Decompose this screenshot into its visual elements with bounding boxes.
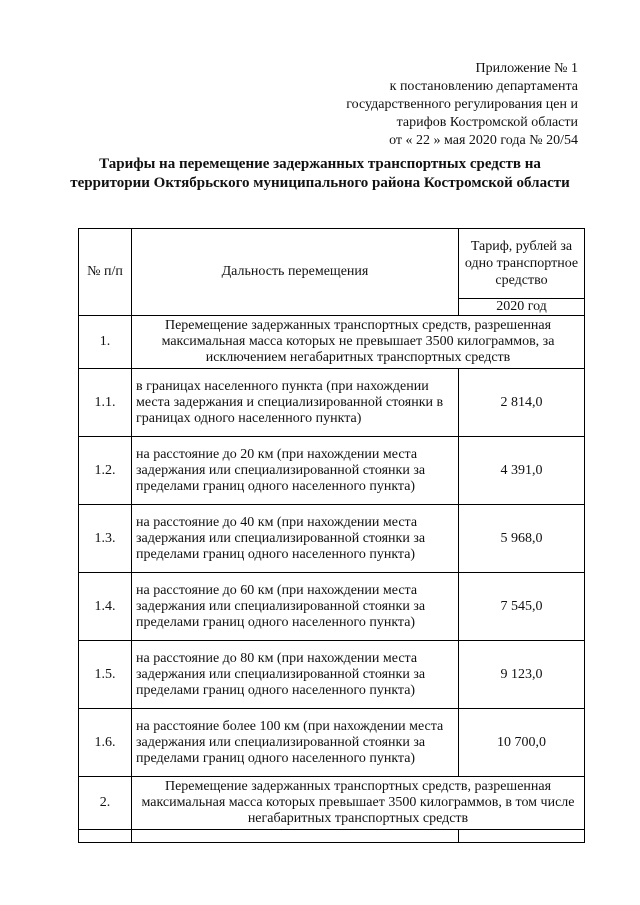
appendix-line-5: от « 22 » мая 2020 года № 20/54: [389, 133, 578, 148]
header-num: № п/п: [79, 229, 132, 316]
header-distance: Дальность перемещения: [132, 229, 459, 316]
table-row: [79, 641, 585, 709]
row-tariff: 4 391,0: [459, 437, 585, 505]
appendix-block: [346, 60, 578, 150]
row-num: 1.5.: [79, 641, 132, 709]
row-distance: в границах населенного пункта (при нахождении места задержания и специализированной стоянки в границах одного населенного пункта): [132, 369, 459, 437]
row-tariff: 9 123,0: [459, 641, 585, 709]
appendix-line-2: к постановлению департамента: [389, 79, 578, 94]
row-distance: на расстояние до 40 км (при нахождении места задержания или специализированной стоянки за пределами границ одного населенного пункта): [132, 505, 459, 573]
header-row: [79, 229, 585, 299]
appendix-line-1: Приложение № 1: [475, 61, 578, 76]
row-num: 1.2.: [79, 437, 132, 505]
table-row: [79, 505, 585, 573]
row-tariff: 5 968,0: [459, 505, 585, 573]
group-row: [79, 316, 585, 369]
row-num: 1.3.: [79, 505, 132, 573]
empty-cell: [459, 830, 585, 843]
table-row-continued: [79, 830, 585, 843]
empty-cell: [79, 830, 132, 843]
group-text: Перемещение задержанных транспортных средств, разрешенная максимальная масса которых превышает 3500 килограммов, в том числе негабаритных транспортных средств: [132, 777, 585, 830]
header-tariff: Тариф, рублей за одно транспортное средство: [459, 229, 585, 299]
row-distance: на расстояние до 20 км (при нахождении места задержания или специализированной стоянки за пределами границ одного населенного пункта): [132, 437, 459, 505]
empty-cell: [132, 830, 459, 843]
tariff-table: [78, 228, 585, 843]
appendix-line-4: тарифов Костромской области: [396, 115, 578, 130]
group-text: Перемещение задержанных транспортных средств, разрешенная максимальная масса которых не превышает 3500 килограммов, за исключением негабаритных транспортных средств: [132, 316, 585, 369]
document-title: Тарифы на перемещение задержанных транспортных средств на территории Октябрьского муниципального района Костромской области: [70, 156, 570, 191]
table-row: [79, 437, 585, 505]
row-distance: на расстояние более 100 км (при нахождении места задержания или специализированной стоянки за пределами границ одного населенного пункта): [132, 709, 459, 777]
row-num: 1.1.: [79, 369, 132, 437]
table-row: [79, 709, 585, 777]
group-num: 1.: [79, 316, 132, 369]
row-distance: на расстояние до 60 км (при нахождении места задержания или специализированной стоянки за пределами границ одного населенного пункта): [132, 573, 459, 641]
row-num: 1.4.: [79, 573, 132, 641]
table-row: [79, 573, 585, 641]
header-year: 2020 год: [459, 299, 585, 316]
row-tariff: 7 545,0: [459, 573, 585, 641]
row-tariff: 2 814,0: [459, 369, 585, 437]
row-tariff: 10 700,0: [459, 709, 585, 777]
group-row: [79, 777, 585, 830]
group-num: 2.: [79, 777, 132, 830]
row-distance: на расстояние до 80 км (при нахождении места задержания или специализированной стоянки за пределами границ одного населенного пункта): [132, 641, 459, 709]
appendix-line-3: государственного регулирования цен и: [346, 97, 578, 112]
row-num: 1.6.: [79, 709, 132, 777]
table-row: [79, 369, 585, 437]
